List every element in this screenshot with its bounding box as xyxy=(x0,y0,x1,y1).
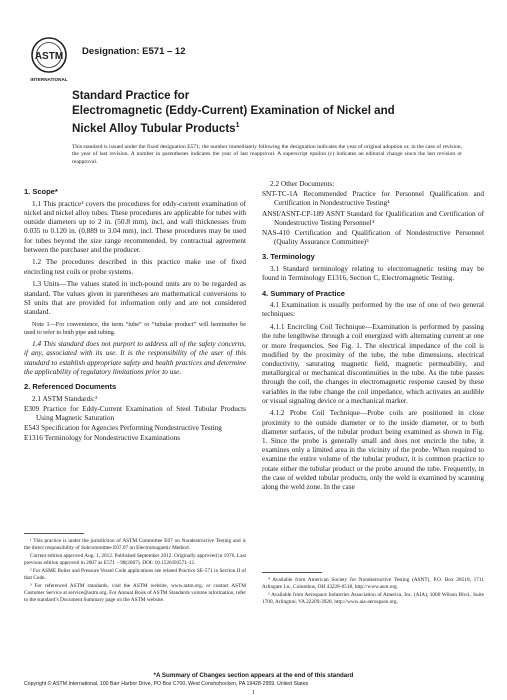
summary-of-changes-note: *A Summary of Changes section appears at the end of this standard xyxy=(153,672,354,679)
para-1-2: 1.2 The procedures described in this practice make use of fixed encircling test coils or probe systems. xyxy=(24,258,246,276)
footnote-1-edition: Current edition approved Aug. 1, 2012. Published September 2012. Originally approved in 1976. Last previous edition approved in 2007 as E571 – 98(2007). DOI: 10.1520/E0571-12. xyxy=(24,552,246,566)
terminology-heading: 3. Terminology xyxy=(262,252,315,262)
svg-text:INTERNATIONAL: INTERNATIONAL xyxy=(30,77,68,82)
para-2-2: 2.2 Other Documents: xyxy=(270,180,335,188)
note-1: Note 1—For convenience, the term “tube” or “tubular product” will hereinafter be used to refer to both pipe and tubing. xyxy=(24,320,246,336)
footnote-divider-left xyxy=(24,533,84,534)
doc-snt-tc-1a: SNT-TC-1A Recommended Practice for Personnel Qualification and Certification in Nondestructive Testing⁴ xyxy=(262,190,484,208)
designation: Designation: E571 – 12 xyxy=(82,46,186,57)
footnote-2: ² For ASME Boiler and Pressure Vessel Code applications see related Practice SE-571 in Section II of that Code. xyxy=(24,567,246,581)
para-4-1-1: 4.1.1 Encircling Coil Technique—Examination is performed by passing the tube lengthwise through a coil energized with alternating current at one or more frequencies. See Fig. 1. The electrical impedance of the coil is modified by the proximity of the tube, the tube dimensions, electrical conductivity, saturating magnetic field, magnetic permeability, and metallurgical or mechanical discontinuities in the tube. As the tube passes through the coil, the changes in electromagnetic response caused by these variables in the tube change the coil impedance, which activates an audible or visual signaling device or a mechanical marker. xyxy=(262,323,484,405)
para-4-1: 4.1 Examination is usually performed by the use of one of two general techniques: xyxy=(262,301,484,319)
footnote-4: ⁴ Available from American Society for Nondestructive Testing (ASNT), P.O. Box 28518, 1711 Arlingate Ln., Columbus, OH 43228-0518, http://www.asnt.org. xyxy=(262,577,484,590)
para-4-1-2: 4.1.2 Probe Coil Technique—Probe coils are positioned in close proximity to the outside diameter or to the inside diameter, or to both diameter surfaces, of the tubular product being examined as shown in Fig. 1. Since the probe is generally small and does not encircle the tube, it examines only a limited area in the vicinity of the probe. When required to examine the entire volume of the tubular product, it is common practice to rotate either the tubular product or the probe around the tube. Frequently, in the case of welded tubular products, only the weld is examined by scanning along the weld zone. In the case xyxy=(262,409,484,492)
title-line-1: Standard Practice for xyxy=(72,89,190,102)
summary-of-practice-heading: 4. Summary of Practice xyxy=(262,288,345,298)
page-number: 1 xyxy=(252,690,255,696)
scope-heading: 1. Scope* xyxy=(24,187,58,196)
footnote-divider-right xyxy=(262,572,322,573)
doc-ansi-asnt: ANSI/ASNT-CP-189 ASNT Standard for Qualification and Certification of Nondestructive Testing Personnel⁴ xyxy=(262,209,484,227)
para-3-1: 3.1 Standard terminology relating to electromagnetic testing may be found in Terminology E1316, Section C, Electromagnetic Testing. xyxy=(262,265,484,283)
para-1-4: 1.4 This standard does not purport to address all of the safety concerns, if any, associated with its use. It is the responsibility of the user of this standard to establish appropriate safety and health practices and determine the applicability of regulatory limitations prior to use. xyxy=(24,340,246,376)
footnotes-left xyxy=(24,538,246,605)
svg-text:ASTM: ASTM xyxy=(34,51,64,62)
right-column xyxy=(262,180,484,496)
copyright-line: Copyright © ASTM International, 100 Barr Harbor Drive, PO Box C700, West Conshohocken, PA 19428-2959. United States xyxy=(24,681,309,687)
title-line-3: Nickel Alloy Tubular Products$^1$ xyxy=(72,121,240,135)
title-line-2: Electromagnetic (Eddy-Current) Examination of Nickel and xyxy=(72,104,395,117)
footnote-1: ¹ This practice is under the jurisdiction of ASTM Committee E07 on Nondestructive Testing and is the direct responsibility of Subcommittee E07.07 on Electromagnetic Method. xyxy=(24,538,246,551)
para-1-3: 1.3 Units—The values stated in inch-pound units are to be regarded as standard. The values given in parentheses are mathematical conversions to SI units that are provided for information only and are not considered standard. xyxy=(24,280,246,316)
referenced-documents-heading: 2. Referenced Documents xyxy=(24,381,117,391)
footnotes-right xyxy=(262,577,484,607)
para-1-1: 1.1 This practice² covers the procedures for eddy-current examination of nickel and nickel alloy tubes. These procedures are applicable for tubes with outside diameters up to 2 in. (50.8 mm), incl, and wall thicknesses from 0.035 to 0.120 in. (0.889 to 3.04 mm), incl. These procedures may be used for tubes beyond the size range recommended, by contractual agreement between the purchaser and the producer. xyxy=(24,199,246,254)
doc-nas-410: NAS-410 Certification and Qualification of Nondestructive Personnel (Quality Assurance Committee)⁵ xyxy=(262,229,484,247)
ref-e1316: E1316 Terminology for Nondestructive Examinations xyxy=(24,434,181,443)
ref-e543: E543 Specification for Agencies Performing Nondestructive Testing xyxy=(24,424,222,433)
footnote-5: ⁵ Available from Aerospace Industries Association of America, Inc. (AIA), 1000 Wilson Blvd., Suite 1700, Arlington, VA 22209-3928, http://www.aia-aerospace.org. xyxy=(262,591,484,605)
ref-e309: E309 Practice for Eddy-Current Examination of Steel Tubular Products Using Magnetic Saturation xyxy=(24,404,246,423)
standard-notice: This standard is issued under the fixed designation E571; the number immediately following the designation indicates the year of original adoption or, in the case of revision, the year of last revision. A number in parentheses indicates the year of last reapproval. A superscript epsilon (ε) indicates an editorial change since the last revision or reapproval. xyxy=(72,144,462,165)
left-column xyxy=(24,182,246,445)
footnote-3: ³ For referenced ASTM standards, visit the ASTM website, www.astm.org, or contact ASTM Customer Service at service@astm.org. For Annual Book of ASTM Standards volume information, refer to the standard’s Document Summary page on the ASTM website. xyxy=(24,582,246,603)
para-2-1: 2.1 ASTM Standards:³ xyxy=(32,394,98,403)
document-title xyxy=(72,88,472,136)
astm-logo xyxy=(30,36,68,84)
